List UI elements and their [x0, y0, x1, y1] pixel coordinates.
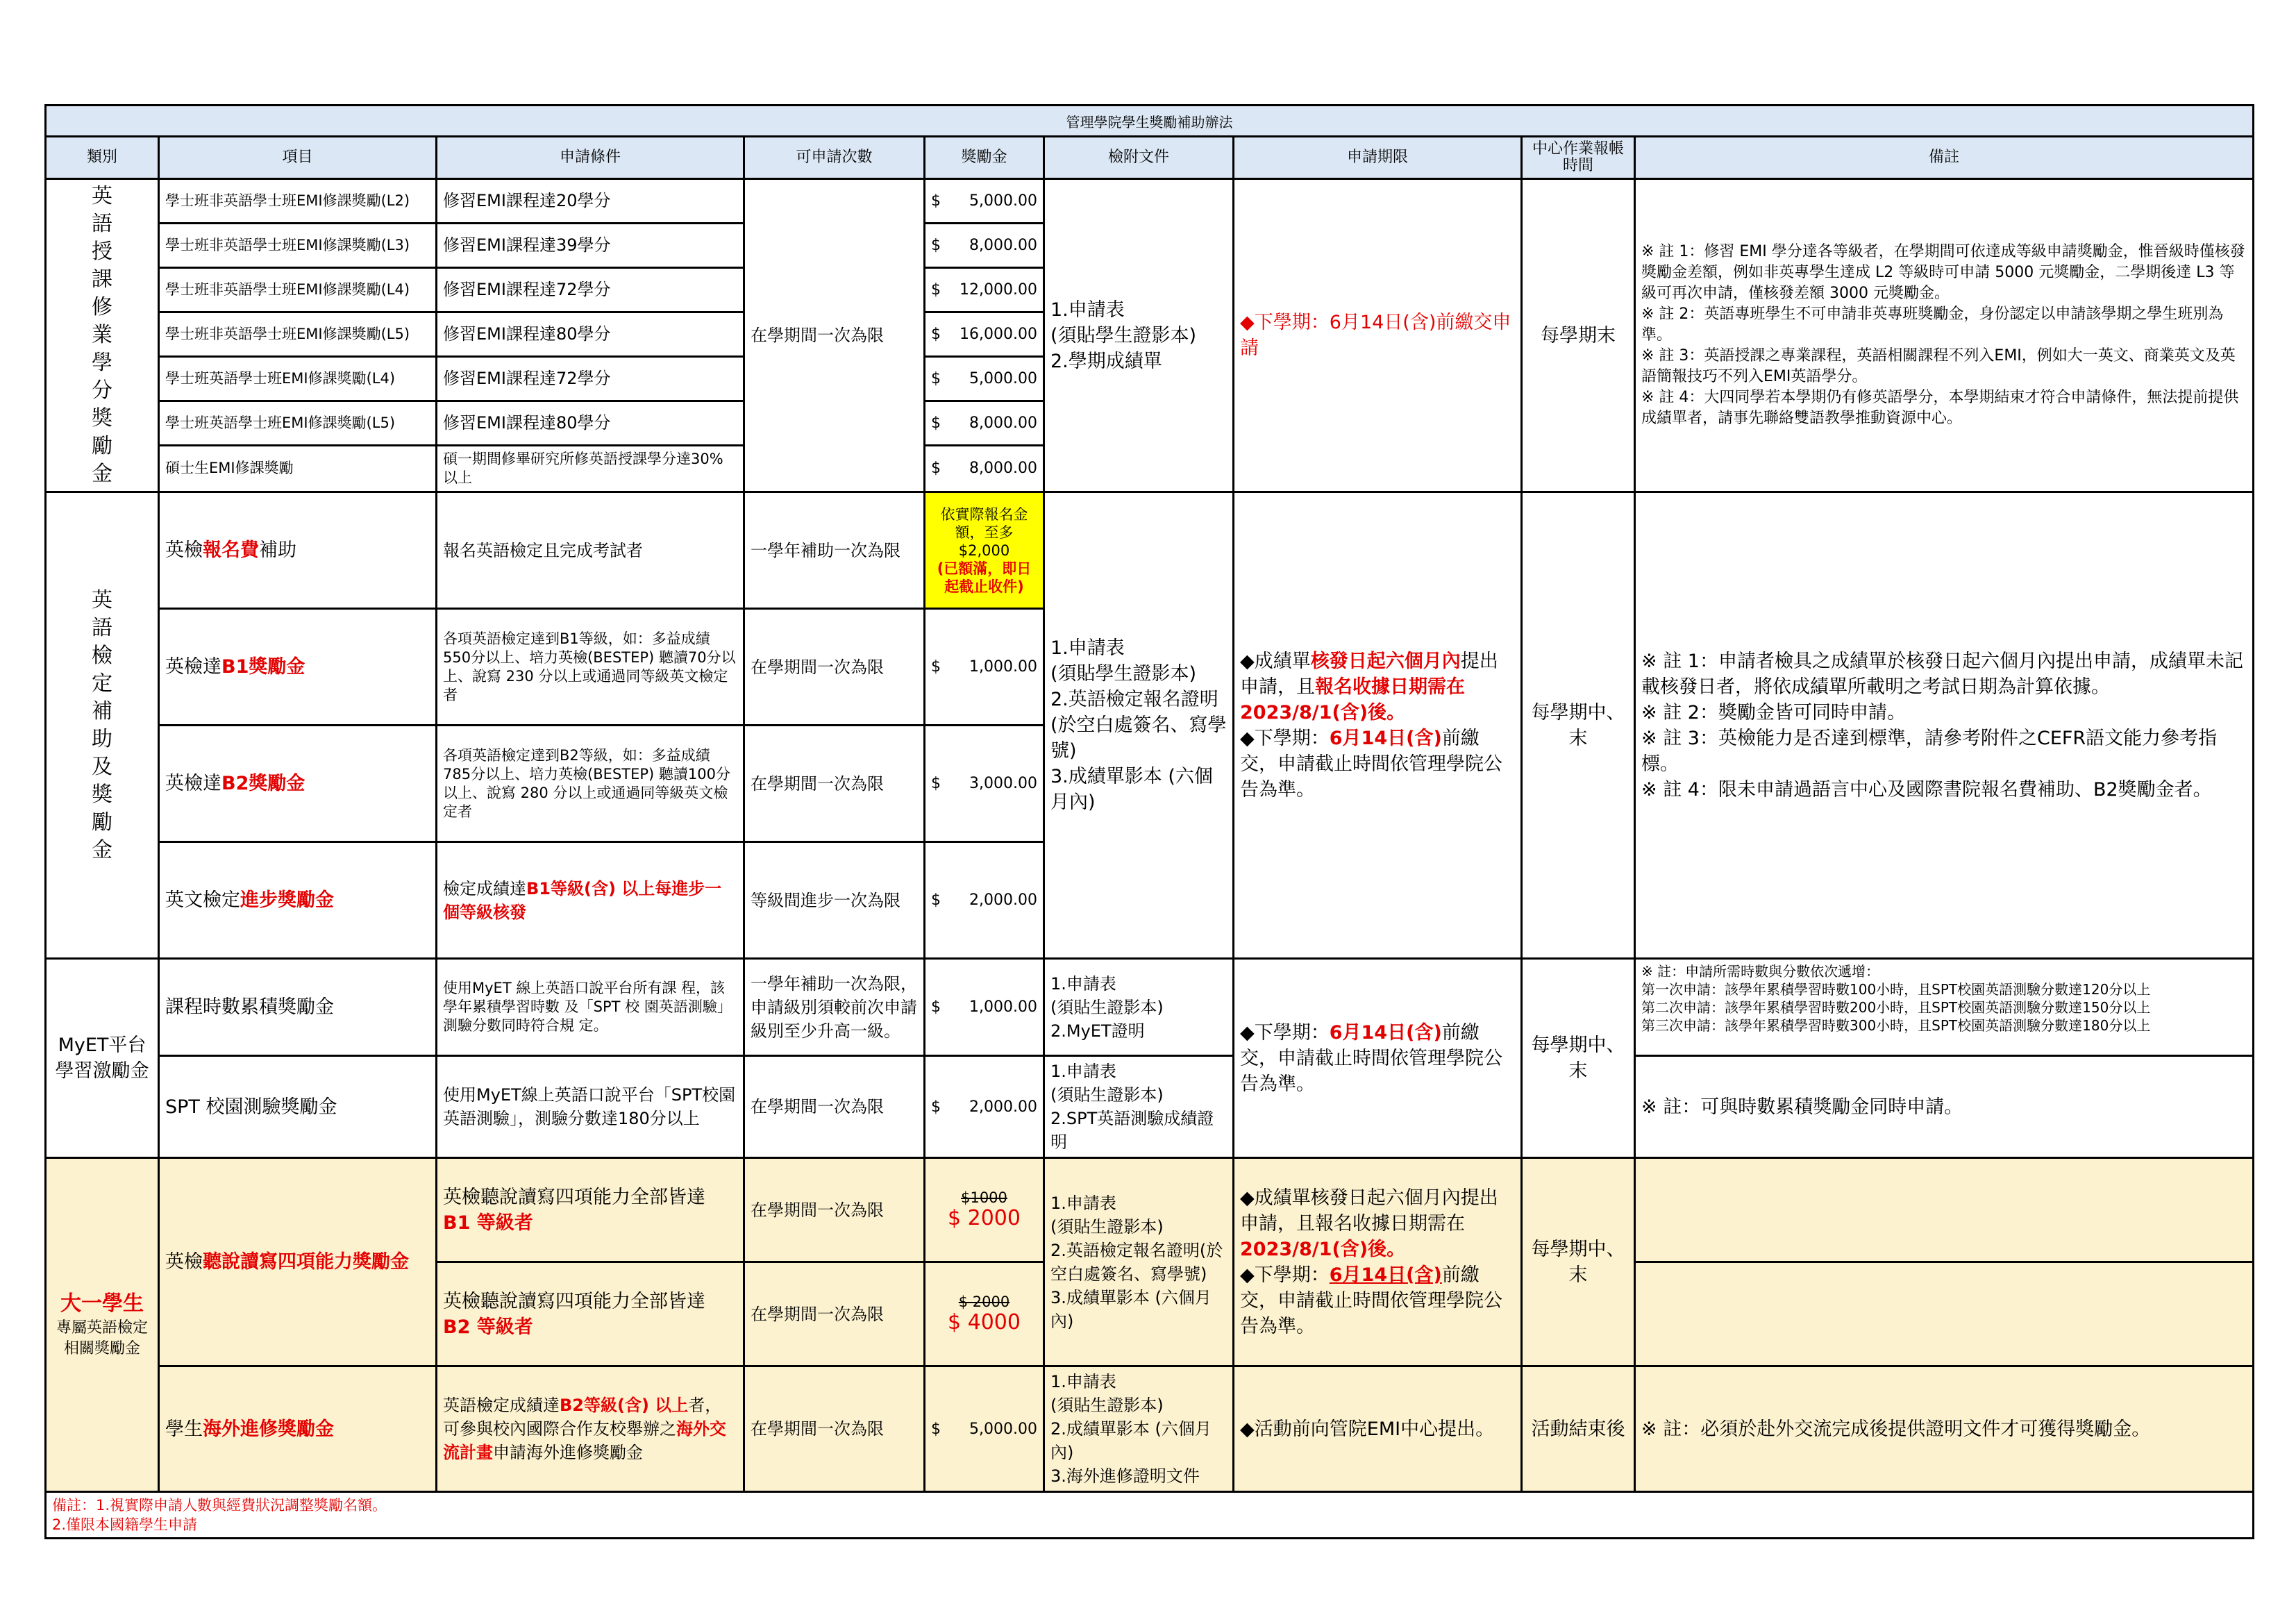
award-table	[44, 104, 2254, 1539]
item-amount: $ 1,000.00	[925, 959, 1044, 1056]
item-times: 在學期間一次為限	[744, 1366, 925, 1492]
item-name: 學生海外進修獎勵金	[159, 1366, 437, 1492]
item-name: 課程時數累積獎勵金	[159, 959, 437, 1056]
item-deadline: ◆活動前向管院EMI中心提出。	[1234, 1366, 1522, 1492]
item-documents: 1.申請表 (須貼生證影本) 2.英語檢定報名證明(於空白處簽名、寫學號) 3.成績單影本 (六個月內)	[1044, 1158, 1234, 1366]
item-amount: $ 8,000.00	[925, 223, 1044, 267]
item-name: 學士班非英語學士班EMI修課獎勵(L3)	[159, 223, 437, 267]
item-condition: 檢定成績達B1等級(含) 以上每進步一個等級核發	[437, 842, 744, 959]
item-name: SPT 校園測驗獎勵金	[159, 1056, 437, 1158]
item-condition: 報名英語檢定且完成考試者	[437, 492, 744, 609]
item-condition: 修習EMI課程達80學分	[437, 312, 744, 356]
item-times: 在學期間一次為限	[744, 726, 925, 842]
table-row	[46, 1366, 2254, 1492]
item-name: 學士班非英語學士班EMI修課獎勵(L4)	[159, 267, 437, 312]
item-documents: 1.申請表 (須貼生證影本) 2.成績單影本 (六個月內) 3.海外進修證明文件	[1044, 1366, 1234, 1492]
item-amount: $ 5,000.00	[925, 1366, 1044, 1492]
item-times: 在學期間一次為限	[744, 179, 925, 492]
item-amount: $ 12,000.00	[925, 267, 1044, 312]
item-report-time: 每學期中、末	[1522, 959, 1635, 1158]
item-amount: $ 8,000.00	[925, 445, 1044, 492]
item-times: 一學年補助一次為限，申請級別須較前次申請級別至少升高一級。	[744, 959, 925, 1056]
item-condition: 使用MyET線上英語口說平台「SPT校園英語測驗」，測驗分數達180分以上	[437, 1056, 744, 1158]
table-row	[46, 1056, 2254, 1158]
item-deadline: ◆成績單核發日起六個月內提出申請，且報名收據日期需在2023/8/1(含)後。 ◆下學期：6月14日(含)前繳交，申請截止時間依管理學院公告為準。	[1234, 492, 1522, 959]
item-amount: $ 2,000.00	[925, 842, 1044, 959]
item-times: 在學期間一次為限	[744, 1262, 925, 1366]
header-documents: 檢附文件	[1044, 137, 1234, 179]
item-name: 英檢聽說讀寫四項能力獎勵金	[159, 1158, 437, 1366]
item-condition: 使用MyET 線上英語口說平台所有課 程，該學年累積學習時數 及「SPT 校 園英語測驗」測驗分數同時符合規 定。	[437, 959, 744, 1056]
item-notes: ※ 註 1：修習 EMI 學分達各等級者，在學期間可依達成等級申請獎勵金，惟晉級時僅核發獎勵金差額，例如非英專學生達成 L2 等級時可申請 5000 元獎勵金，二學期後達 L3 等級可再次申請，僅核發差額 3000 元獎勵金。 ※ 註 2：英語專班學生不可申請非英專班獎勵金，身份認定以申請該學期之學生班別為準。 ※ 註 3：英語授課之專業課程，英語相關課程不列入EMI，例如大一英文、商業英文及英語簡報技巧不列入EMI英語學分。 ※ 註 4：大四同學若本學期仍有修英語學分，本學期結束才符合申請條件，無法提前提供成績單者，請事先聯絡雙語教學推動資源中心。	[1635, 179, 2254, 492]
item-condition: 英檢聽說讀寫四項能力全部皆達 B2 等級者	[437, 1262, 744, 1366]
header-amount: 獎勵金	[925, 137, 1044, 179]
item-times: 在學期間一次為限	[744, 609, 925, 726]
item-documents: 1.申請表 (須貼學生證影本) 2.英語檢定報名證明(於空白處簽名、寫學號) 3.成績單影本 (六個月內)	[1044, 492, 1234, 959]
category-myet: MyET平台學習激勵金	[46, 959, 159, 1158]
item-condition: 修習EMI課程達39學分	[437, 223, 744, 267]
item-amount: $ 16,000.00	[925, 312, 1044, 356]
table-row	[46, 959, 2254, 1056]
item-name: 學士班非英語學士班EMI修課獎勵(L5)	[159, 312, 437, 356]
item-amount: $ 2,000.00	[925, 1056, 1044, 1158]
footer-notes: 備註：1.視實際申請人數與經費狀況調整獎勵名額。 2.僅限本國籍學生申請	[46, 1492, 2254, 1539]
item-report-time: 活動結束後	[1522, 1366, 1635, 1492]
table-row	[46, 179, 2254, 224]
item-name: 英檢達B2獎勵金	[159, 726, 437, 842]
item-amount: $ 3,000.00	[925, 726, 1044, 842]
item-times: 一學年補助一次為限	[744, 492, 925, 609]
item-amount: $ 1,000.00	[925, 609, 1044, 726]
item-condition: 英檢聽說讀寫四項能力全部皆達 B1 等級者	[437, 1158, 744, 1262]
table-row	[46, 1158, 2254, 1262]
item-amount: $ 5,000.00	[925, 179, 1044, 224]
item-notes: ※ 註 1：申請者檢具之成績單於核發日起六個月內提出申請，成績單未記載核發日者，將依成績單所載明之考試日期為計算依據。 ※ 註 2：獎勵金皆可同時申請。 ※ 註 3：英檢能力是否達到標準，請參考附件之CEFR語文能力參考指標。 ※ 註 4：限未申請過語言中心及國際書院報名費補助、B2獎勵金者。	[1635, 492, 2254, 959]
category-emi-credits: 英 語 授 課 修 業 學 分 獎 勵 金	[46, 179, 159, 492]
item-name: 英檢達B1獎勵金	[159, 609, 437, 726]
category-exam-subsidy: 英 語 檢 定 補 助 及 獎 勵 金	[46, 492, 159, 959]
item-times: 等級間進步一次為限	[744, 842, 925, 959]
item-condition: 英語檢定成績達B2等級(含) 以上者，可參與校內國際合作友校舉辦之海外交流計畫申請海外進修獎勵金	[437, 1366, 744, 1492]
item-times: 在學期間一次為限	[744, 1158, 925, 1262]
item-amount-note: 依實際報名金額，至多$2,000 (已額滿，即日起截止收件)	[925, 492, 1044, 609]
header-condition: 申請條件	[437, 137, 744, 179]
item-condition: 碩一期間修畢研究所修英語授課學分達30%以上	[437, 445, 744, 492]
header-notes: 備註	[1635, 137, 2254, 179]
table-row	[46, 492, 2254, 609]
header-report-time: 中心作業報帳時間	[1522, 137, 1635, 179]
item-documents: 1.申請表 (須貼生證影本) 2.MyET證明	[1044, 959, 1234, 1056]
item-deadline: ◆成績單核發日起六個月內提出申請，且報名收據日期需在2023/8/1(含)後。 ◆下學期：6月14日(含)前繳交，申請截止時間依管理學院公告為準。	[1234, 1158, 1522, 1366]
item-report-time: 每學期中、末	[1522, 492, 1635, 959]
item-documents: 1.申請表 (須貼生證影本) 2.SPT英語測驗成績證明	[1044, 1056, 1234, 1158]
item-documents: 1.申請表 (須貼學生證影本) 2.學期成績單	[1044, 179, 1234, 492]
item-condition: 修習EMI課程達80學分	[437, 401, 744, 445]
header-deadline: 申請期限	[1234, 137, 1522, 179]
item-name: 學士班英語學士班EMI修課獎勵(L4)	[159, 356, 437, 401]
item-deadline: ◆下學期：6月14日(含)前繳交申請	[1234, 179, 1522, 492]
table-title: 管理學院學生獎勵補助辦法	[46, 106, 2254, 137]
item-notes	[1635, 1262, 2254, 1366]
item-notes: ※ 註：申請所需時數與分數依次遞增： 第一次申請：該學年累積學習時數100小時，且SPT校園英語測驗分數達120分以上 第二次申請：該學年累積學習時數200小時，且SPT校園英語測驗分數達150分以上 第三次申請：該學年累積學習時數300小時，且SPT校園英語測驗分數達180分以上	[1635, 959, 2254, 1056]
item-name: 學士班英語學士班EMI修課獎勵(L5)	[159, 401, 437, 445]
item-notes: ※ 註：可與時數累積獎勵金同時申請。	[1635, 1056, 2254, 1158]
item-amount: $ 5,000.00	[925, 356, 1044, 401]
item-condition: 修習EMI課程達72學分	[437, 356, 744, 401]
item-report-time: 每學期末	[1522, 179, 1635, 492]
header-item: 項目	[159, 137, 437, 179]
item-condition: 修習EMI課程達20學分	[437, 179, 744, 224]
item-deadline: ◆下學期：6月14日(含)前繳交，申請截止時間依管理學院公告為準。	[1234, 959, 1522, 1158]
item-amount: $1000 $ 2000	[925, 1158, 1044, 1262]
item-name: 學士班非英語學士班EMI修課獎勵(L2)	[159, 179, 437, 224]
item-report-time: 每學期中、末	[1522, 1158, 1635, 1366]
item-times: 在學期間一次為限	[744, 1056, 925, 1158]
item-notes: ※ 註：必須於赴外交流完成後提供證明文件才可獲得獎勵金。	[1635, 1366, 2254, 1492]
header-category: 類別	[46, 137, 159, 179]
item-condition: 各項英語檢定達到B1等級，如：多益成績550分以上、培力英檢(BESTEP) 聽讀70分以上、說寫 230 分以上或通過同等級英文檢定者	[437, 609, 744, 726]
item-condition: 各項英語檢定達到B2等級，如：多益成績785分以上、培力英檢(BESTEP) 聽讀100分以上、說寫 280 分以上或通過同等級英文檢定者	[437, 726, 744, 842]
item-condition: 修習EMI課程達72學分	[437, 267, 744, 312]
item-name: 英文檢定進步獎勵金	[159, 842, 437, 959]
footer-row	[46, 1492, 2254, 1539]
item-notes	[1635, 1158, 2254, 1262]
item-amount: $ 8,000.00	[925, 401, 1044, 445]
category-freshman: 大一學生 專屬英語檢定相關獎勵金	[46, 1158, 159, 1492]
header-times: 可申請次數	[744, 137, 925, 179]
item-amount: $ 2000 $ 4000	[925, 1262, 1044, 1366]
item-name: 碩士生EMI修課獎勵	[159, 445, 437, 492]
item-name: 英檢報名費補助	[159, 492, 437, 609]
